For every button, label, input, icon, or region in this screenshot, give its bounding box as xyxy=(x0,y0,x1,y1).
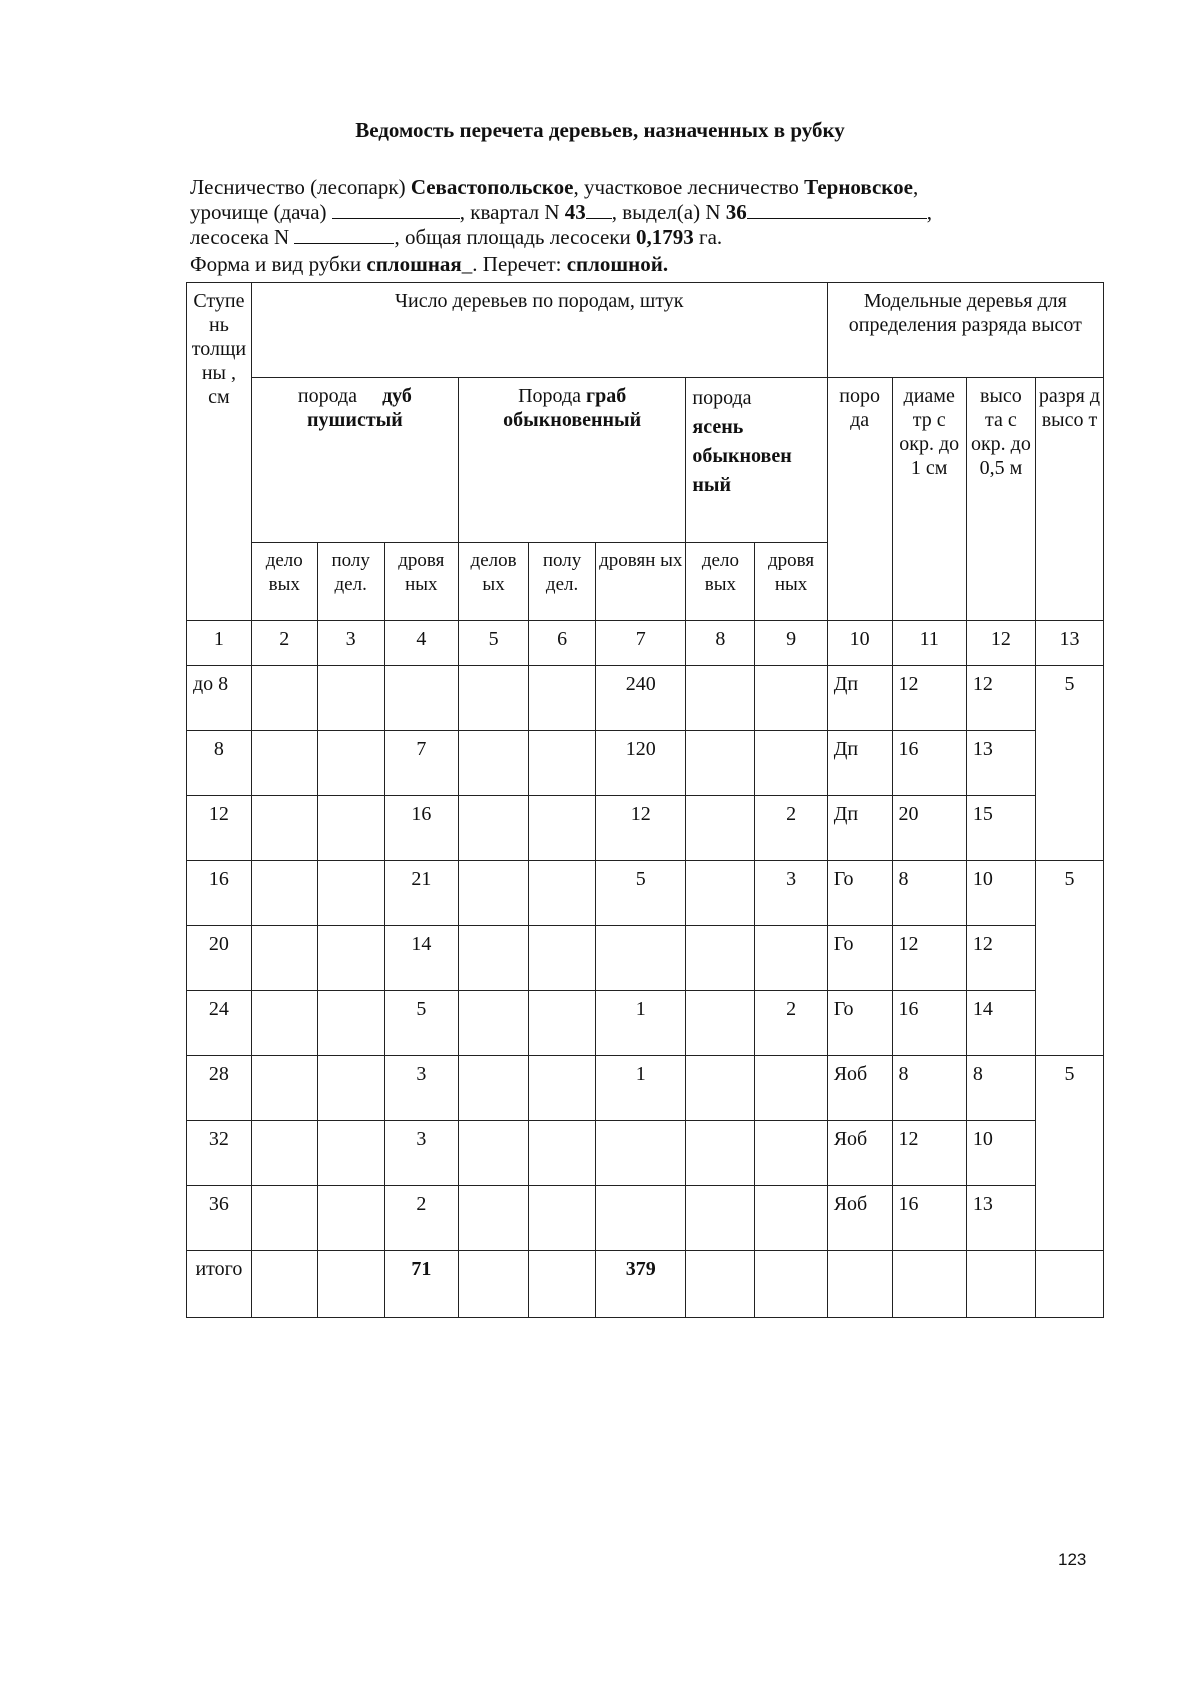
table-cell-c2 xyxy=(251,926,317,991)
table-cell xyxy=(966,1251,1035,1318)
table-cell-c5 xyxy=(459,731,529,796)
table-cell-m-poroda: Го xyxy=(827,926,892,991)
table-cell-c8 xyxy=(686,1121,755,1186)
table-cell-stupen: 28 xyxy=(187,1056,252,1121)
header-hornbeam: Порода граб обыкновенный xyxy=(459,378,686,543)
table-cell-c5 xyxy=(459,991,529,1056)
table-cell-m-height: 10 xyxy=(966,861,1035,926)
table-cell-stupen: 32 xyxy=(187,1121,252,1186)
table-cell-c6 xyxy=(529,1121,596,1186)
table-cell-m-height: 13 xyxy=(966,731,1035,796)
table-cell-c5 xyxy=(459,1056,529,1121)
table-cell-c7: 240 xyxy=(596,666,686,731)
table-cell-c5 xyxy=(459,796,529,861)
table-cell-c2 xyxy=(251,666,317,731)
table-cell-c5 xyxy=(459,861,529,926)
table-cell-m-height: 15 xyxy=(966,796,1035,861)
sub-header: делов ых xyxy=(459,543,529,621)
table-cell xyxy=(892,1251,966,1318)
column-number: 4 xyxy=(384,621,458,666)
table-cell-stupen: 24 xyxy=(187,991,252,1056)
column-number: 8 xyxy=(686,621,755,666)
table-row xyxy=(187,991,1104,1056)
column-number: 3 xyxy=(317,621,384,666)
table-cell-c7 xyxy=(596,1121,686,1186)
info-line-plot: лесосека N , общая площадь лесосеки 0,1793 га. xyxy=(190,225,723,249)
table-cell-c9: 2 xyxy=(755,991,827,1056)
header-model-rank: разря д высо т xyxy=(1035,378,1103,621)
table-cell-c7: 120 xyxy=(596,731,686,796)
table-cell-m-diam: 8 xyxy=(892,1056,966,1121)
header-model-diameter: диаме тр с окр. до 1 см xyxy=(892,378,966,621)
table-cell-m-height: 13 xyxy=(966,1186,1035,1251)
table-cell-m-diam: 12 xyxy=(892,926,966,991)
table-cell-c7: 1 xyxy=(596,991,686,1056)
total-label: итого xyxy=(187,1251,252,1318)
table-cell-c9 xyxy=(755,1056,827,1121)
table-cell xyxy=(251,1251,317,1318)
table-cell xyxy=(827,1251,892,1318)
table-cell-c2 xyxy=(251,796,317,861)
table-cell-c9: 3 xyxy=(755,861,827,926)
table-cell-c6 xyxy=(529,731,596,796)
table-cell-stupen: 16 xyxy=(187,861,252,926)
table-row xyxy=(187,1056,1104,1121)
table-row xyxy=(187,1186,1104,1251)
info-line-quarter: урочище (дача) , квартал N 43 , выдел(а) N 36 , xyxy=(190,200,932,224)
table-cell-m-diam: 16 xyxy=(892,1186,966,1251)
table-cell-c4: 14 xyxy=(384,926,458,991)
table-cell xyxy=(459,1251,529,1318)
table-row xyxy=(187,796,1104,861)
table-row xyxy=(187,731,1104,796)
table-cell-c3 xyxy=(317,861,384,926)
sub-header: дровян ых xyxy=(596,543,686,621)
table-cell-m-height: 12 xyxy=(966,926,1035,991)
table-cell-c6 xyxy=(529,1186,596,1251)
sub-header: дело вых xyxy=(686,543,755,621)
table-cell-stupen: 36 xyxy=(187,1186,252,1251)
sub-header: полу дел. xyxy=(317,543,384,621)
info-line-forestry: Лесничество (лесопарк) Севастопольское, участковое лесничество Терновское, xyxy=(190,175,919,199)
table-cell-m-height: 8 xyxy=(966,1056,1035,1121)
table-cell-m-poroda: Дп xyxy=(827,796,892,861)
table-cell-m-poroda: Дп xyxy=(827,731,892,796)
page-number: 123 xyxy=(1058,1550,1087,1569)
table-cell-c2 xyxy=(251,991,317,1056)
table-cell-c4: 16 xyxy=(384,796,458,861)
table-cell-c5 xyxy=(459,926,529,991)
table-cell-rank: 5 xyxy=(1035,1056,1103,1251)
table-cell-c7: 5 xyxy=(596,861,686,926)
table-cell-m-height: 14 xyxy=(966,991,1035,1056)
table-cell-c9 xyxy=(755,1121,827,1186)
info-line-cutting-form: Форма и вид рубки сплошная_. Перечет: сплошной. xyxy=(190,252,669,276)
table-cell-c5 xyxy=(459,1121,529,1186)
sub-header: дело вых xyxy=(251,543,317,621)
table-cell-c3 xyxy=(317,991,384,1056)
table-cell-c5 xyxy=(459,666,529,731)
table-cell-m-poroda: Го xyxy=(827,991,892,1056)
table-row xyxy=(187,926,1104,991)
table-cell-m-height: 10 xyxy=(966,1121,1035,1186)
column-number: 9 xyxy=(755,621,827,666)
table-cell-c8 xyxy=(686,861,755,926)
table-cell-stupen: 12 xyxy=(187,796,252,861)
table-row xyxy=(187,861,1104,926)
table-cell-c4: 21 xyxy=(384,861,458,926)
table-cell-c3 xyxy=(317,1056,384,1121)
table-cell-m-poroda: Дп xyxy=(827,666,892,731)
table-cell-m-poroda: Яоб xyxy=(827,1186,892,1251)
table-cell-rank: 5 xyxy=(1035,666,1103,861)
column-number: 7 xyxy=(596,621,686,666)
table-cell-stupen: до 8 xyxy=(187,666,252,731)
table-cell-c4: 5 xyxy=(384,991,458,1056)
table-row xyxy=(187,666,1104,731)
table-cell-c8 xyxy=(686,666,755,731)
table-cell-c4 xyxy=(384,666,458,731)
table-cell-c3 xyxy=(317,666,384,731)
table-cell-c7: 12 xyxy=(596,796,686,861)
table-cell-c6 xyxy=(529,796,596,861)
column-number: 12 xyxy=(966,621,1035,666)
table-cell-m-diam: 8 xyxy=(892,861,966,926)
table-cell xyxy=(529,1251,596,1318)
table-cell-c8 xyxy=(686,926,755,991)
total-row xyxy=(187,1251,1104,1318)
table-cell xyxy=(755,1251,827,1318)
table-cell-c8 xyxy=(686,1056,755,1121)
table-cell-c2 xyxy=(251,861,317,926)
table-cell-c8 xyxy=(686,796,755,861)
table-cell-c3 xyxy=(317,926,384,991)
table-cell-c9 xyxy=(755,731,827,796)
table-cell-c2 xyxy=(251,1121,317,1186)
table-cell-c4: 3 xyxy=(384,1056,458,1121)
table-cell-c3 xyxy=(317,1121,384,1186)
table-cell-c2 xyxy=(251,1186,317,1251)
column-number: 13 xyxy=(1035,621,1103,666)
table-cell-c3 xyxy=(317,1186,384,1251)
table-cell-m-poroda: Яоб xyxy=(827,1056,892,1121)
table-cell-m-diam: 16 xyxy=(892,991,966,1056)
header-model-species: поро да xyxy=(827,378,892,621)
column-number: 5 xyxy=(459,621,529,666)
table-cell-m-poroda: Го xyxy=(827,861,892,926)
table-cell-c8 xyxy=(686,1186,755,1251)
table-cell-c4: 3 xyxy=(384,1121,458,1186)
column-number: 2 xyxy=(251,621,317,666)
table-cell-c6 xyxy=(529,1056,596,1121)
sub-header: полу дел. xyxy=(529,543,596,621)
table-cell-rank: 5 xyxy=(1035,861,1103,1056)
header-row-2 xyxy=(187,378,1104,543)
table-cell-m-diam: 12 xyxy=(892,1121,966,1186)
sub-header: дровя ных xyxy=(755,543,827,621)
table-cell-c4: 2 xyxy=(384,1186,458,1251)
table-cell-c6 xyxy=(529,991,596,1056)
table-cell-c3 xyxy=(317,796,384,861)
table-cell-c6 xyxy=(529,861,596,926)
table-cell xyxy=(317,1251,384,1318)
table-cell-m-diam: 20 xyxy=(892,796,966,861)
table-cell-c2 xyxy=(251,731,317,796)
table-cell xyxy=(686,1251,755,1318)
table-cell-c7 xyxy=(596,926,686,991)
table-cell-stupen: 20 xyxy=(187,926,252,991)
table-cell-c6 xyxy=(529,666,596,731)
table-cell-c8 xyxy=(686,731,755,796)
table-cell-c9 xyxy=(755,1186,827,1251)
table-cell-m-poroda: Яоб xyxy=(827,1121,892,1186)
table-cell-c9 xyxy=(755,666,827,731)
table-cell-c8 xyxy=(686,991,755,1056)
tree-count-table xyxy=(186,282,1104,1318)
header-row-1 xyxy=(187,283,1104,378)
column-number: 6 xyxy=(529,621,596,666)
column-number: 1 xyxy=(187,621,252,666)
header-oak: порода дуб пушистый xyxy=(251,378,458,543)
total-oak-firewood: 71 xyxy=(384,1251,458,1318)
table-cell-m-diam: 16 xyxy=(892,731,966,796)
header-ash: порода ясень обыкновен ный xyxy=(686,378,827,543)
table-cell-c7: 1 xyxy=(596,1056,686,1121)
table-cell-stupen: 8 xyxy=(187,731,252,796)
header-model-height: высо та с окр. до 0,5 м xyxy=(966,378,1035,621)
table-cell-c6 xyxy=(529,926,596,991)
total-hornbeam-firewood: 379 xyxy=(596,1251,686,1318)
column-number: 10 xyxy=(827,621,892,666)
column-number-row xyxy=(187,621,1104,666)
table-cell-c5 xyxy=(459,1186,529,1251)
header-model-trees: Модельные деревья для определения разряда высот xyxy=(827,283,1103,378)
header-count: Число деревьев по породам, штук xyxy=(251,283,827,378)
sub-header: дровя ных xyxy=(384,543,458,621)
table-cell-m-height: 12 xyxy=(966,666,1035,731)
table-cell-c2 xyxy=(251,1056,317,1121)
table-cell-c3 xyxy=(317,731,384,796)
table-cell-c9 xyxy=(755,926,827,991)
table-cell-m-diam: 12 xyxy=(892,666,966,731)
header-stupen: Ступе нь толщи ны , см xyxy=(187,283,252,621)
document-title: Ведомость перечета деревьев, назначенных в рубку xyxy=(355,118,845,142)
table-cell xyxy=(1035,1251,1103,1318)
table-cell-c7 xyxy=(596,1186,686,1251)
table-cell-c9: 2 xyxy=(755,796,827,861)
column-number: 11 xyxy=(892,621,966,666)
table-cell-c4: 7 xyxy=(384,731,458,796)
table-row xyxy=(187,1121,1104,1186)
